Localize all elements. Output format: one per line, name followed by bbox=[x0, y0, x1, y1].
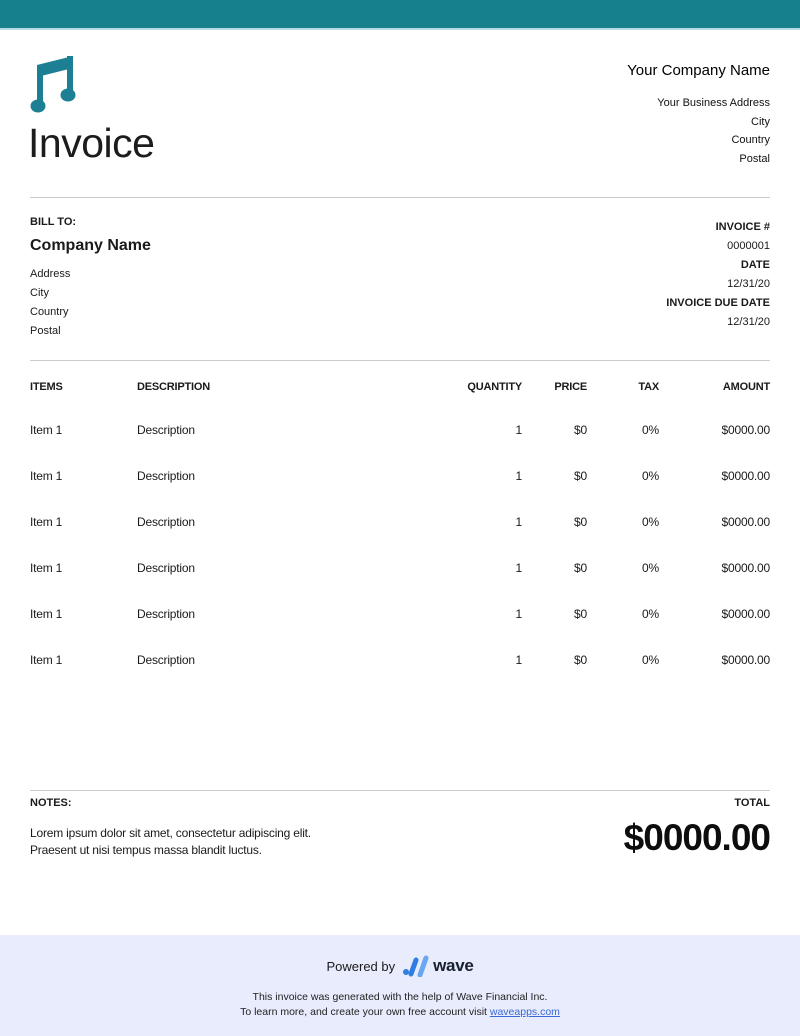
cell-item: Item 1 bbox=[30, 653, 63, 667]
music-note-icon bbox=[28, 52, 76, 114]
company-name: Your Company Name bbox=[627, 62, 770, 79]
divider-table-top bbox=[30, 360, 770, 361]
invoice-due-date-label: INVOICE DUE DATE bbox=[666, 297, 770, 309]
company-address-line: Country bbox=[731, 134, 770, 146]
wave-logo-icon bbox=[402, 955, 429, 977]
table-header-row bbox=[30, 381, 770, 395]
company-address-line: Your Business Address bbox=[657, 97, 770, 109]
cell-description: Description bbox=[137, 515, 195, 529]
col-header-price: PRICE bbox=[554, 381, 587, 393]
cell-quantity: 1 bbox=[515, 653, 522, 667]
cell-price: $0 bbox=[574, 607, 587, 621]
total-value: $0000.00 bbox=[623, 817, 770, 858]
cell-price: $0 bbox=[574, 515, 587, 529]
total-label: TOTAL bbox=[734, 797, 770, 809]
cell-tax: 0% bbox=[642, 653, 659, 667]
cell-tax: 0% bbox=[642, 515, 659, 529]
company-info bbox=[627, 62, 770, 168]
cell-amount: $0000.00 bbox=[721, 469, 770, 483]
notes-line: Lorem ipsum dolor sit amet, consectetur adipiscing elit. bbox=[30, 826, 311, 840]
cell-tax: 0% bbox=[642, 607, 659, 621]
cell-tax: 0% bbox=[642, 469, 659, 483]
cell-price: $0 bbox=[574, 561, 587, 575]
footer-line-1: This invoice was generated with the help of Wave Financial Inc. bbox=[252, 991, 548, 1003]
cell-description: Description bbox=[137, 423, 195, 437]
table-row bbox=[30, 395, 770, 441]
cell-quantity: 1 bbox=[515, 561, 522, 575]
cell-item: Item 1 bbox=[30, 423, 63, 437]
cell-item: Item 1 bbox=[30, 515, 63, 529]
total-section bbox=[624, 797, 770, 859]
cell-price: $0 bbox=[574, 423, 587, 437]
footer-text bbox=[0, 990, 800, 1020]
bill-to-address-line: Country bbox=[30, 306, 69, 318]
col-header-description: DESCRIPTION bbox=[137, 381, 210, 393]
waveapps-link[interactable]: waveapps.com bbox=[489, 1006, 560, 1018]
powered-by-label: Powered by bbox=[326, 958, 396, 974]
bill-to-address-line: City bbox=[30, 287, 49, 299]
cell-quantity: 1 bbox=[515, 469, 522, 483]
cell-tax: 0% bbox=[642, 561, 659, 575]
bill-to-company-name: Company Name bbox=[30, 237, 151, 254]
wave-logo bbox=[402, 955, 473, 977]
cell-quantity: 1 bbox=[515, 515, 522, 529]
notes-section bbox=[30, 797, 311, 858]
cell-amount: $0000.00 bbox=[721, 561, 770, 575]
line-items-table bbox=[30, 381, 770, 671]
cell-amount: $0000.00 bbox=[721, 607, 770, 621]
notes-text bbox=[30, 825, 311, 858]
table-row bbox=[30, 487, 770, 533]
notes-label: NOTES: bbox=[30, 797, 72, 809]
company-address-line: Postal bbox=[739, 152, 770, 165]
cell-item: Item 1 bbox=[30, 469, 63, 483]
notes-line: Praesent ut nisi tempus massa blandit luctus. bbox=[30, 842, 262, 857]
cell-item: Item 1 bbox=[30, 561, 63, 575]
cell-quantity: 1 bbox=[515, 607, 522, 621]
invoice-date-value: 12/31/20 bbox=[727, 278, 770, 290]
col-header-quantity: QUANTITY bbox=[467, 381, 522, 393]
table-row bbox=[30, 441, 770, 487]
cell-tax: 0% bbox=[642, 423, 659, 437]
bill-to-address-line: Address bbox=[30, 268, 71, 280]
invoice-number-value: 0000001 bbox=[727, 240, 770, 252]
table-row bbox=[30, 579, 770, 625]
invoice-number-label: INVOICE # bbox=[715, 221, 770, 233]
cell-description: Description bbox=[137, 653, 195, 667]
cell-description: Description bbox=[137, 561, 195, 575]
cell-description: Description bbox=[137, 469, 195, 483]
col-header-amount: AMOUNT bbox=[722, 381, 770, 393]
col-header-items: ITEMS bbox=[30, 381, 63, 393]
header-accent-bar bbox=[0, 0, 800, 30]
footer-line-2 bbox=[0, 1005, 800, 1020]
bill-to-address-line: Postal bbox=[30, 325, 61, 337]
footer bbox=[0, 935, 800, 1036]
bill-to-section bbox=[30, 216, 151, 341]
cell-price: $0 bbox=[574, 653, 587, 667]
invoice-due-date-value: 12/31/20 bbox=[727, 316, 770, 328]
page-title: Invoice bbox=[28, 120, 155, 166]
cell-description: Description bbox=[137, 607, 195, 621]
cell-quantity: 1 bbox=[515, 423, 522, 437]
cell-amount: $0000.00 bbox=[721, 423, 770, 437]
invoice-meta-section bbox=[666, 218, 770, 332]
cell-item: Item 1 bbox=[30, 607, 63, 621]
company-address-line: City bbox=[751, 115, 770, 128]
col-header-tax: TAX bbox=[638, 381, 659, 393]
invoice-date-label: DATE bbox=[740, 259, 770, 271]
wave-wordmark: wave bbox=[433, 956, 474, 975]
table-row bbox=[30, 533, 770, 579]
powered-by-row bbox=[0, 955, 800, 977]
cell-price: $0 bbox=[574, 469, 587, 483]
cell-amount: $0000.00 bbox=[721, 653, 770, 667]
divider-notes-top bbox=[30, 790, 770, 791]
cell-amount: $0000.00 bbox=[721, 515, 770, 529]
bill-to-label: BILL TO: bbox=[30, 216, 77, 228]
divider-header bbox=[30, 197, 770, 198]
table-row bbox=[30, 625, 770, 671]
footer-line-2-prefix: To learn more, and create your own free account visit bbox=[240, 1006, 490, 1018]
